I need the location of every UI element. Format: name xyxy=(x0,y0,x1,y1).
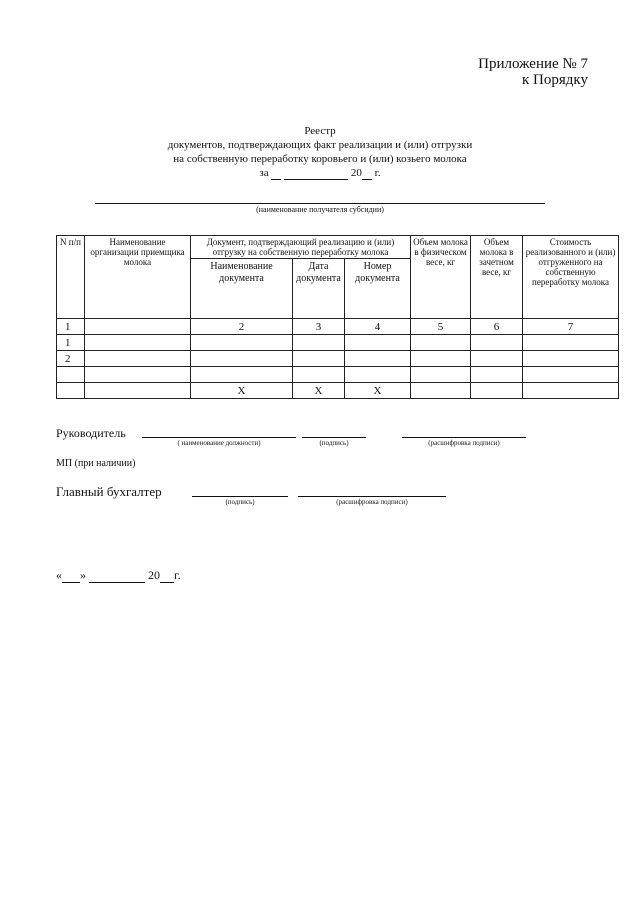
period-year: 20 xyxy=(350,167,362,179)
header-credit-weight: Объем молока в зачетном весе, кг xyxy=(471,236,523,319)
period-day-blank xyxy=(271,179,281,180)
table-row xyxy=(57,367,619,383)
header-num: N п/п xyxy=(57,236,85,319)
cell xyxy=(293,351,345,367)
cell xyxy=(85,351,191,367)
head-label: Руководитель xyxy=(56,426,126,440)
header-doc-date: Дата документа xyxy=(293,259,345,319)
header-org: Наименование организации приемщика молока xyxy=(85,236,191,319)
accountant-label: Главный бухгалтер xyxy=(56,484,162,499)
period-suffix: г. xyxy=(374,167,381,179)
row-number xyxy=(57,367,85,383)
head-sign-line xyxy=(302,437,366,438)
table-row xyxy=(57,335,619,351)
cell xyxy=(191,367,293,383)
head-decode-line xyxy=(402,437,526,438)
total-mark: X xyxy=(345,383,411,399)
cell xyxy=(345,351,411,367)
header-doc-group: Документ, подтверждающий реализацию и (или) отгрузку на собственную переработку молока xyxy=(191,236,411,259)
header-row-1 xyxy=(57,236,619,259)
register-table xyxy=(56,235,619,399)
title-line-2: документов, подтверждающих факт реализации и (или) отгрузки xyxy=(167,139,473,151)
column-number: 5 xyxy=(411,319,471,335)
cell xyxy=(293,335,345,351)
cell xyxy=(523,335,619,351)
cell xyxy=(191,351,293,367)
title-period xyxy=(100,166,540,180)
date-open-quote: « xyxy=(56,568,62,582)
header-phys-weight: Объем молока в физическом весе, кг xyxy=(411,236,471,319)
cell xyxy=(411,335,471,351)
column-number: 6 xyxy=(471,319,523,335)
date-suffix: г. xyxy=(174,568,181,582)
cell xyxy=(345,335,411,351)
period-prefix: за xyxy=(259,167,269,179)
cell xyxy=(293,367,345,383)
head-decode-caption: (расшифровка подписи) xyxy=(428,439,500,447)
appendix-line-1: Приложение № 7 xyxy=(478,56,588,72)
row-number: 2 xyxy=(57,351,85,367)
period-year-blank xyxy=(362,179,372,180)
footer-date xyxy=(56,568,181,583)
date-year-blank xyxy=(160,582,174,583)
cell xyxy=(85,335,191,351)
date-month-blank xyxy=(89,582,145,583)
appendix-header xyxy=(478,56,588,88)
cell xyxy=(85,367,191,383)
accountant-sign-line xyxy=(192,496,288,497)
cell xyxy=(523,351,619,367)
cell xyxy=(411,383,471,399)
title-line-3: на собственную переработку коровьего и (или) козьего молока xyxy=(173,153,467,165)
cell xyxy=(471,351,523,367)
recipient-caption: (наименование получателя субсидии) xyxy=(256,205,384,214)
row-number: 1 xyxy=(57,335,85,351)
total-row xyxy=(57,383,619,399)
column-number: 1 xyxy=(57,319,85,335)
head-sign-caption: (подпись) xyxy=(319,439,349,447)
date-close-quote: » xyxy=(80,568,86,582)
cell xyxy=(471,335,523,351)
header-doc-number: Номер документа xyxy=(345,259,411,319)
cell xyxy=(471,383,523,399)
header-cost: Стоимость реализованного и (или) отгруженного на собственную переработку молока xyxy=(523,236,619,319)
appendix-line-2: к Порядку xyxy=(522,72,588,88)
header-doc-name: Наименование документа xyxy=(191,259,293,319)
accountant-decode-line xyxy=(298,496,446,497)
cell xyxy=(523,383,619,399)
total-mark: X xyxy=(191,383,293,399)
recipient-line xyxy=(95,203,545,204)
cell xyxy=(191,335,293,351)
period-month-blank xyxy=(284,179,348,180)
cell xyxy=(523,367,619,383)
cell xyxy=(471,367,523,383)
cell xyxy=(411,351,471,367)
cell xyxy=(85,383,191,399)
cell xyxy=(411,367,471,383)
head-position-caption: ( наименование должности) xyxy=(177,439,261,447)
accountant-decode-caption: (расшифровка подписи) xyxy=(336,498,408,506)
cell xyxy=(345,367,411,383)
total-mark: X xyxy=(293,383,345,399)
date-day-blank xyxy=(62,582,80,583)
date-year: 20 xyxy=(148,568,160,582)
title-line-1: Реестр xyxy=(304,125,336,137)
accountant-sign-caption: (подпись) xyxy=(225,498,255,506)
column-number: 3 xyxy=(293,319,345,335)
cell xyxy=(57,383,85,399)
column-numbers-row xyxy=(57,319,619,335)
seal-label: МП (при наличии) xyxy=(56,458,136,469)
head-position-line xyxy=(142,437,296,438)
column-number-empty xyxy=(85,319,191,335)
column-number: 4 xyxy=(345,319,411,335)
document-title xyxy=(100,124,540,180)
table-row xyxy=(57,351,619,367)
column-number: 2 xyxy=(191,319,293,335)
column-number: 7 xyxy=(523,319,619,335)
